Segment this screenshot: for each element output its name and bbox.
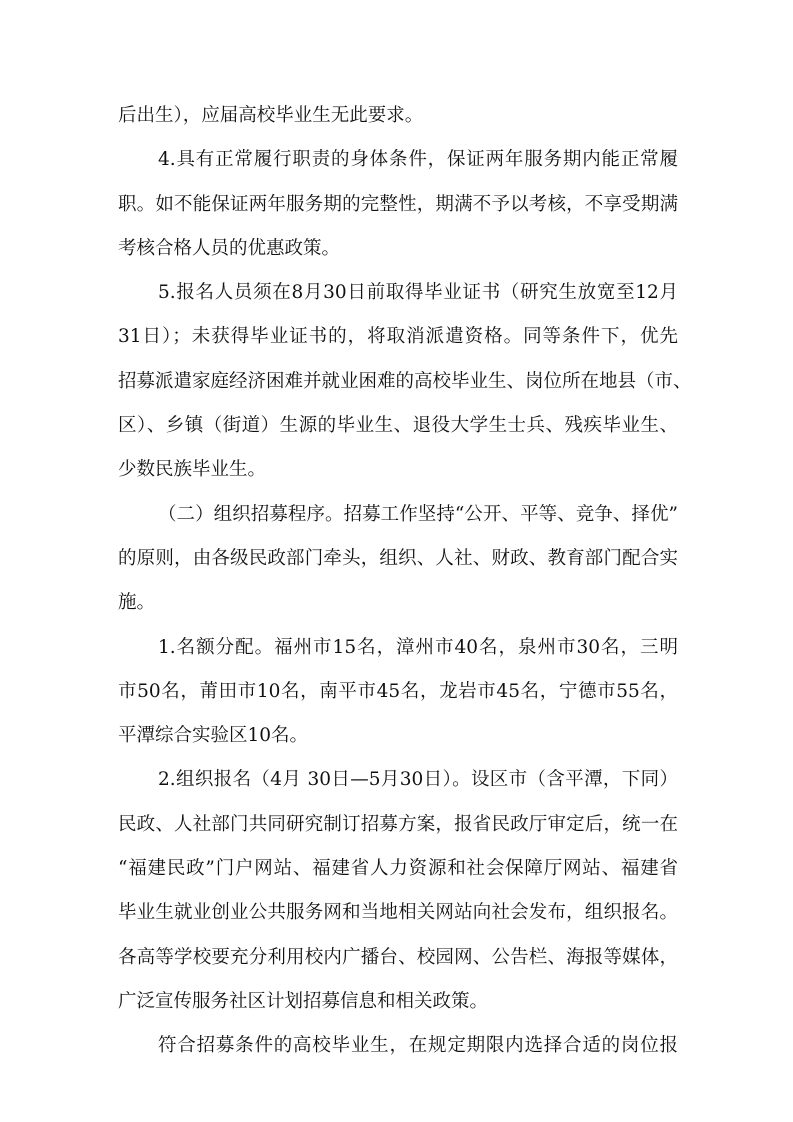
paragraph-line: 民政、人社部门共同研究制订招募方案，报省民政厅审定后，统一在 (118, 813, 678, 835)
paragraph-line: 区）、乡镇（街道）生源的毕业生、退役大学生士兵、残疾毕业生、 (118, 415, 678, 437)
paragraph-line: 广泛宣传服务社区计划招募信息和相关政策。 (118, 990, 489, 1012)
paragraph-line: 各高等学校要充分利用校内广播台、校园网、公告栏、海报等媒体， (118, 946, 678, 968)
paragraph-line: 4.具有正常履行职责的身体条件，保证两年服务期内能正常履 (158, 149, 678, 171)
paragraph-line: （二）组织招募程序。招募工作坚持“公开、平等、竞争、择优” (158, 503, 678, 525)
document-body (118, 99, 692, 1074)
paragraph-line: 的原则，由各级民政部门牵头，组织、人社、财政、教育部门配合实 (118, 547, 678, 569)
paragraph-line: 2.组织报名（4月 30日—5月30日）。设区市（含平潭，下同） (158, 769, 678, 791)
paragraph-line: 后出生），应届高校毕业生无此要求。 (118, 105, 424, 126)
paragraph-line: 施。 (118, 592, 156, 614)
paragraph-line: 毕业生就业创业公共服务网和当地相关网站向社会发布，组织报名。 (118, 902, 678, 924)
paragraph-line: 考核合格人员的优惠政策。 (118, 237, 341, 259)
paragraph-line: 平潭综合实验区10名。 (118, 725, 309, 747)
paragraph-line: 招募派遣家庭经济困难并就业困难的高校毕业生、岗位所在地县（市、 (118, 370, 692, 392)
paragraph-line: 符合招募条件的高校毕业生，在规定期限内选择合适的岗位报 (158, 1035, 678, 1057)
paragraph-line: 少数民族毕业生。 (118, 459, 267, 481)
paragraph-line: 31日）；未获得毕业证书的，将取消派遣资格。同等条件下，优先 (118, 326, 678, 348)
paragraph-line: 市50名，莆田市10名，南平市45名，龙岩市45名，宁德市55名， (118, 680, 678, 702)
paragraph-line: “福建民政”门户网站、福建省人力资源和社会保障厅网站、福建省 (118, 858, 678, 880)
paragraph-line: 5.报名人员须在8月30日前取得毕业证书（研究生放宽至12月 (158, 282, 678, 304)
paragraph-line: 1.名额分配。福州市15名，漳州市40名，泉州市30名，三明 (158, 636, 678, 658)
paragraph-line: 职。如不能保证两年服务期的完整性，期满不予以考核，不享受期满 (118, 193, 678, 215)
